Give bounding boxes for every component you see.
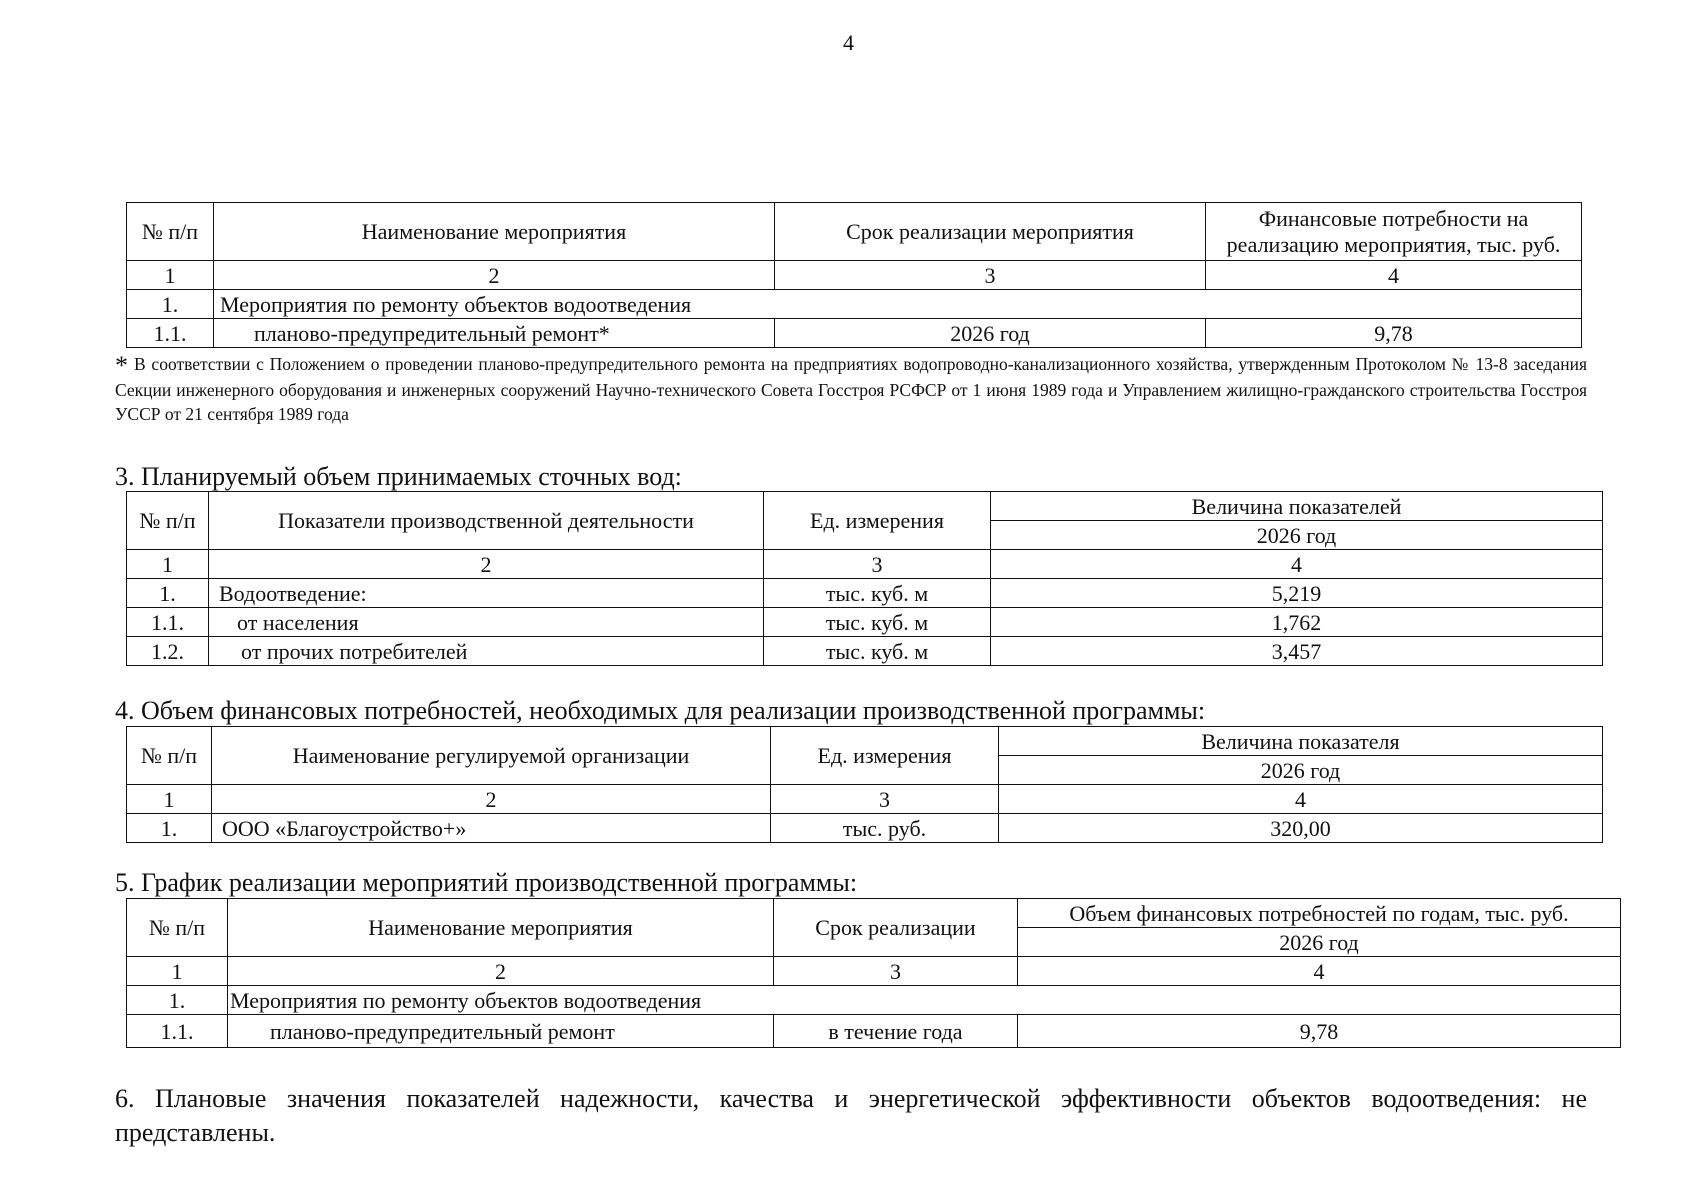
col-number: 4 (1018, 957, 1621, 986)
measures-table (126, 202, 1582, 348)
table-row (127, 579, 1603, 608)
header-year: 2026 год (1018, 928, 1621, 957)
col-number: 3 (774, 957, 1018, 986)
table-row (127, 608, 1603, 637)
header-value-group: Величина показателей (991, 492, 1603, 521)
header-term: Срок реализации мероприятия (775, 203, 1206, 261)
header-num: № п/п (127, 727, 212, 785)
page-number: 4 (843, 30, 854, 55)
header-num: № п/п (127, 492, 209, 550)
footnote-marker: * (115, 351, 128, 380)
col-number: 3 (771, 785, 999, 814)
col-number: 4 (999, 785, 1603, 814)
header-term: Срок реализации (774, 899, 1018, 957)
row-term: 2026 год (775, 319, 1206, 348)
header-name: Наименование мероприятия (214, 203, 775, 261)
group-row (127, 290, 1582, 319)
section5-title: 5. График реализации мероприятий производственной программы: (115, 868, 858, 897)
row-name: планово-предупредительный ремонт* (214, 319, 775, 348)
row-num: 1. (127, 579, 209, 608)
row-value: 1,762 (991, 608, 1603, 637)
row-num: 1.1. (127, 608, 209, 637)
col-number: 4 (991, 550, 1603, 579)
header-year: 2026 год (999, 756, 1603, 785)
header-finance: Финансовые потребности на реализацию мероприятия, тыс. руб. (1206, 203, 1582, 261)
row-value: 3,457 (991, 637, 1603, 666)
group-name: Мероприятия по ремонту объектов водоотведения (228, 986, 1621, 1015)
row-num: 1.1. (127, 1015, 228, 1048)
table-row (127, 637, 1603, 666)
col-number: 1 (127, 550, 209, 579)
table-row (127, 319, 1582, 348)
col-number: 2 (214, 261, 775, 290)
col-number: 4 (1206, 261, 1582, 290)
header-num: № п/п (127, 203, 214, 261)
row-name: Водоотведение: (209, 579, 764, 608)
group-name: Мероприятия по ремонту объектов водоотведения (214, 290, 1582, 319)
header-unit: Ед. измерения (764, 492, 991, 550)
col-number: 2 (228, 957, 774, 986)
section4-title: 4. Объем финансовых потребностей, необходимых для реализации производственной программы: (115, 696, 1206, 725)
row-value: 320,00 (999, 814, 1603, 843)
row-name: планово-предупредительный ремонт (228, 1015, 774, 1048)
header-value-group: Величина показателя (999, 727, 1603, 756)
col-number: 1 (127, 261, 214, 290)
col-number: 1 (127, 785, 212, 814)
row-unit: тыс. руб. (771, 814, 999, 843)
group-num: 1. (127, 986, 228, 1015)
footnote (115, 352, 1587, 426)
section3-title: 3. Планируемый объем принимаемых сточных вод: (115, 462, 682, 491)
table-row (127, 1015, 1621, 1048)
col-number: 3 (775, 261, 1206, 290)
schedule-table (126, 898, 1621, 1048)
col-number: 1 (127, 957, 228, 986)
row-value: 5,219 (991, 579, 1603, 608)
header-value-group: Объем финансовых потребностей по годам, тыс. руб. (1018, 899, 1621, 928)
row-org-name: ООО «Благоустройство+» (212, 814, 771, 843)
col-number: 3 (764, 550, 991, 579)
header-name: Наименование мероприятия (228, 899, 774, 957)
header-year: 2026 год (991, 521, 1603, 550)
row-num: 1.1. (127, 319, 214, 348)
col-number: 2 (209, 550, 764, 579)
footnote-text: В соответствии с Положением о проведении планово-предупредительного ремонта на предприятиях водопроводно-канализационного хозяйства, утвержденным Протоколом № 13-8 заседания Секции инженерного оборудования и инженерных сооружений Научно-технического Совета Госстроя РСФСР от 1 июня 1989 года и Управлением жилищно-гражданского строительства Госстроя УССР от 21 сентября 1989 года (115, 354, 1587, 424)
row-value: 9,78 (1018, 1015, 1621, 1048)
col-number: 2 (212, 785, 771, 814)
header-num: № п/п (127, 899, 228, 957)
group-num: 1. (127, 290, 214, 319)
row-unit: тыс. куб. м (764, 579, 991, 608)
row-num: 1.2. (127, 637, 209, 666)
header-unit: Ед. измерения (771, 727, 999, 785)
row-term: в течение года (774, 1015, 1018, 1048)
finance-table (126, 726, 1603, 843)
row-amount: 9,78 (1206, 319, 1582, 348)
group-row (127, 986, 1621, 1015)
row-name: от прочих потребителей (209, 637, 764, 666)
table-row (127, 814, 1603, 843)
row-name: от населения (209, 608, 764, 637)
section6-text: 6. Плановые значения показателей надежности, качества и энергетической эффективности объектов водоотведения: не представлены. (115, 1084, 1587, 1147)
row-unit: тыс. куб. м (764, 637, 991, 666)
header-indicator: Показатели производственной деятельности (209, 492, 764, 550)
row-unit: тыс. куб. м (764, 608, 991, 637)
row-num: 1. (127, 814, 212, 843)
header-org: Наименование регулируемой организации (212, 727, 771, 785)
wastewater-table (126, 491, 1603, 666)
